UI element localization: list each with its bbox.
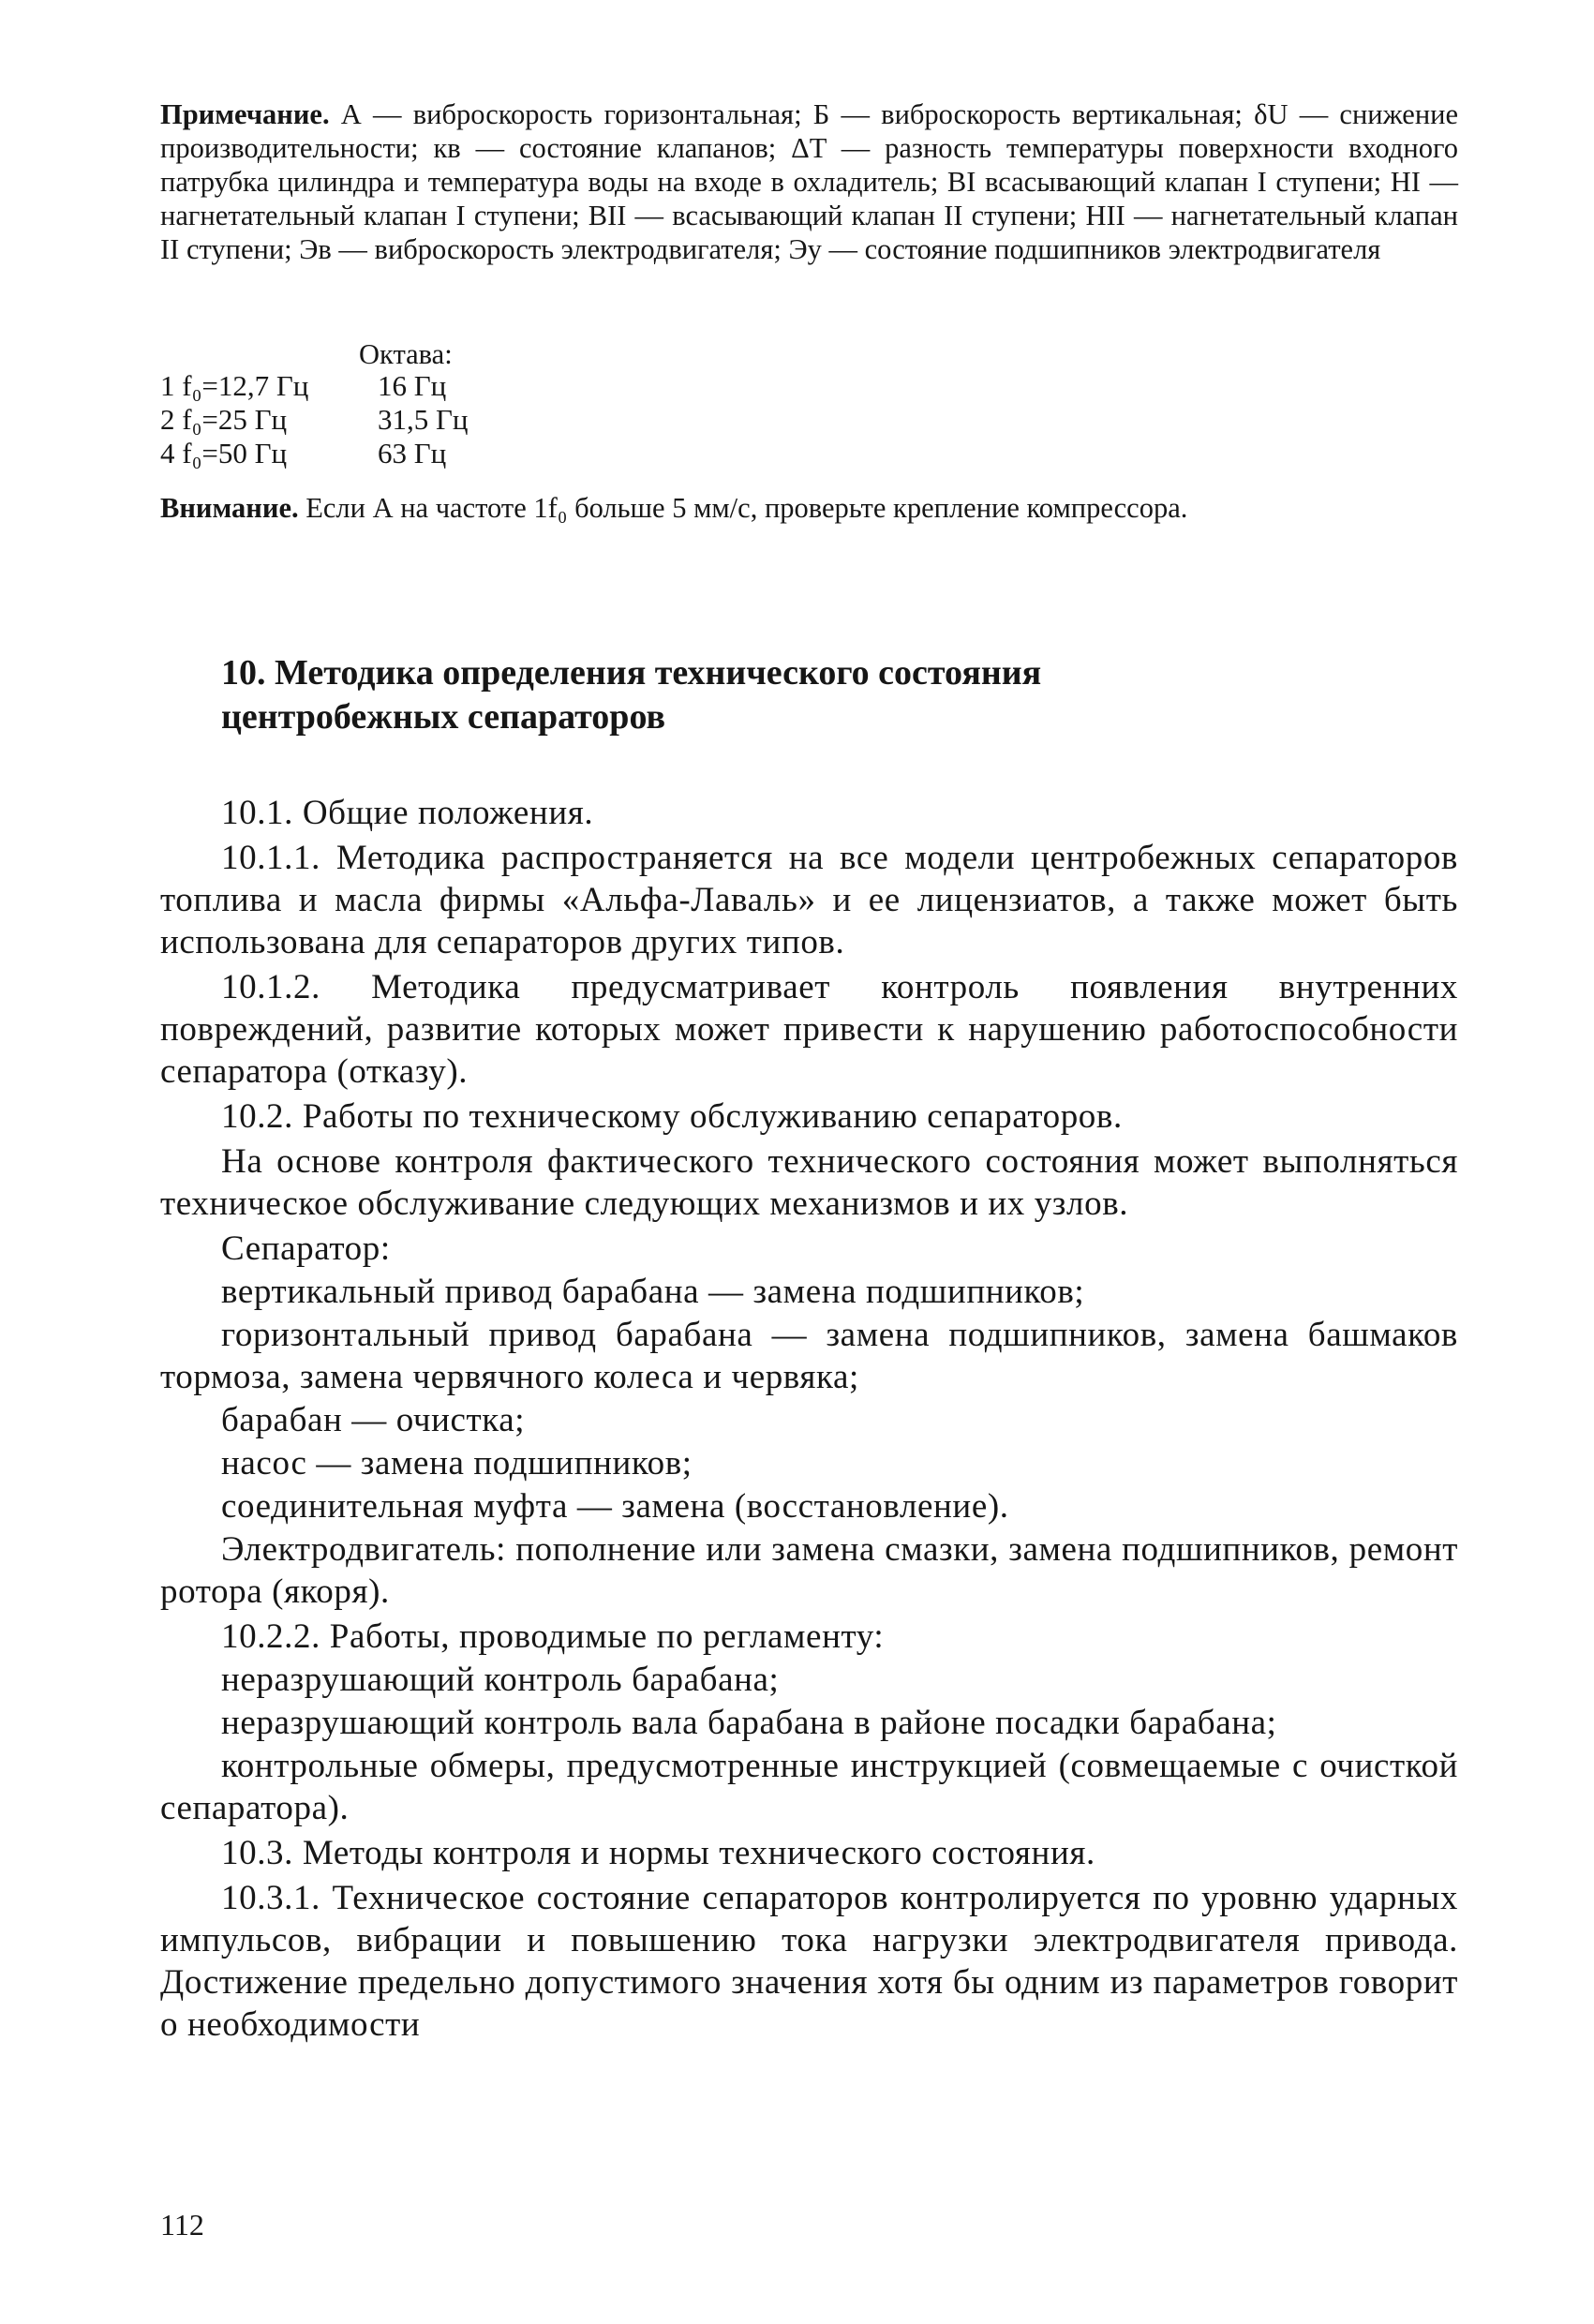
paragraph: насос — замена подшипников; xyxy=(221,1444,693,1482)
octave-band: 63 Гц xyxy=(378,437,447,469)
paragraph: 10.1. Общие положения. xyxy=(221,794,594,832)
paragraph: неразрушающий контроль вала барабана в районе посадки барабана; xyxy=(221,1704,1277,1742)
paragraph: Электродвигатель: пополнение или замена смазки, замена подшипников, ремонт ротора (якоря). xyxy=(160,1530,1458,1611)
octave-row xyxy=(160,437,469,470)
note-block xyxy=(160,97,1458,266)
octave-frequency: 2 f₀=25 Гц xyxy=(160,403,288,436)
note-paragraph xyxy=(160,97,1458,266)
paragraph: 10.2.2. Работы, проводимые по регламенту: xyxy=(221,1617,885,1656)
attention-paragraph xyxy=(160,491,1458,525)
octave-frequency: 1 f₀=12,7 Гц xyxy=(160,369,309,402)
paragraph: соединительная муфта — замена (восстановление). xyxy=(221,1487,1009,1526)
paragraph: 10.1.2. Методика предусматривает контроль появления внутренних повреждений, развитие которых может привести к нарушению работоспособности сепаратора (отказу). xyxy=(160,968,1458,1091)
paragraph: неразрушающий контроль барабана; xyxy=(221,1661,780,1699)
octave-table xyxy=(160,369,469,470)
octave-frequency: 4 f₀=50 Гц xyxy=(160,437,288,469)
paragraph: вертикальный привод барабана — замена подшипников; xyxy=(221,1273,1085,1311)
attention-label: Внимание. xyxy=(160,492,299,524)
attention-block xyxy=(160,491,1458,525)
paragraph: Сепаратор: xyxy=(221,1229,391,1268)
octave-row xyxy=(160,369,469,403)
paragraph: горизонтальный привод барабана — замена подшипников, замена башмаков тормоза, замена червячного колеса и червяка; xyxy=(160,1316,1458,1396)
paragraph: 10.3. Методы контроля и нормы технического состояния. xyxy=(221,1834,1095,1872)
section-heading xyxy=(221,651,1299,739)
octave-band: 16 Гц xyxy=(378,369,447,402)
attention-text: Если А на частоте 1f₀ больше 5 мм/с, проверьте крепление компрессора. xyxy=(298,492,1188,524)
octave-title: Октава: xyxy=(359,338,453,370)
paragraph: 10.2. Работы по техническому обслуживанию сепараторов. xyxy=(221,1097,1123,1136)
paragraph: 10.3.1. Техническое состояние сепараторов контролируется по уровню ударных импульсов, вибрации и повышению тока нагрузки электродвигателя привода. Достижение предельно допустимого значения хотя бы одним из параметров говорит о необходимости xyxy=(160,1879,1458,2044)
note-label: Примечание. xyxy=(160,98,330,130)
section-heading-line1: 10. Методика определения технического состояния xyxy=(221,653,1042,693)
paragraph: контрольные обмеры, предусмотренные инструкцией (совмещаемые с очисткой сепаратора). xyxy=(160,1747,1458,1827)
octave-band: 31,5 Гц xyxy=(378,403,469,436)
body-text xyxy=(160,792,1458,2048)
paragraph: На основе контроля фактического технического состояния может выполняться техническое обслуживание следующих механизмов и их узлов. xyxy=(160,1142,1458,1223)
paragraph: 10.1.1. Методика распространяется на все модели центробежных сепараторов топлива и масла фирмы «Альфа-Лаваль» и ее лицензиатов, а также может быть использована для сепараторов других типов. xyxy=(160,839,1458,961)
octave-row xyxy=(160,403,469,437)
note-text: А — виброскорость горизонтальная; Б — виброскорость вертикальная; δU — снижение производительности; кв — состояние клапанов; ΔT — разность температуры поверхности входного патрубка цилиндра и температура воды на входе в охладитель; BI всасывающий клапан I ступени; HI — нагнетательный клапан I ступени; BII — всасывающий клапан II ступени; HII — нагнетательный клапан II ступени; Эв — виброскорость электродвигателя; Эу — состояние подшипников электродвигателя xyxy=(160,98,1458,265)
section-heading-line2: центробежных сепараторов xyxy=(221,697,666,737)
paragraph: барабан — очистка; xyxy=(221,1401,526,1439)
page-number: 112 xyxy=(160,2208,204,2242)
